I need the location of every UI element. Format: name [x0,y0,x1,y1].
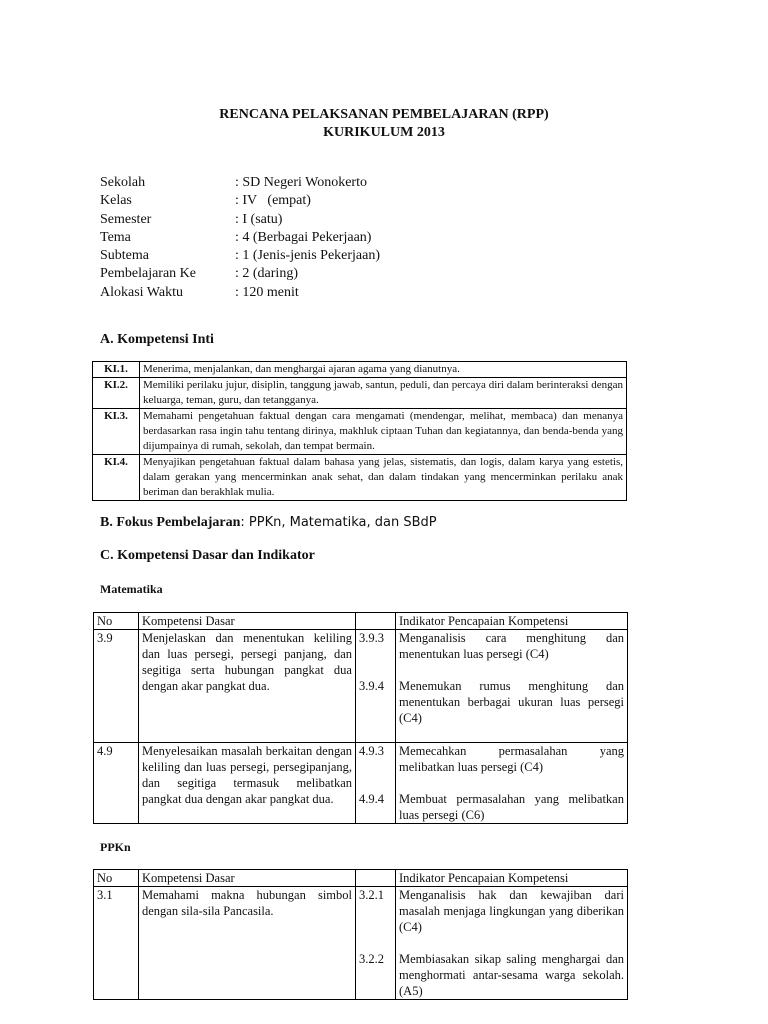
info-row-semester [100,212,380,230]
document-title: RENCANA PELAKSANAN PEMBELAJARAN (RPP) [219,107,549,122]
header-kd: Kompetensi Dasar [139,613,356,630]
info-value: : 4 (Berbagai Pekerjaan) [235,229,372,245]
section-a-heading: A. Kompetensi Inti [100,332,214,347]
indikator-text: Menganalisis cara menghitung dan menentukan luas persegi (C4) [399,631,624,661]
info-key: Pembelajaran Ke [100,266,197,282]
matematika-title: Matematika [100,582,163,596]
document-subtitle: KURIKULUM 2013 [323,125,445,140]
table-row [94,887,628,1000]
indikator-no: 4.9.4 [359,792,384,806]
indikator-cell [396,630,628,743]
indikator-no: 3.9.4 [359,679,384,693]
kd-no: 3.1 [94,887,139,1000]
indikator-cell [396,743,628,824]
ki-text: Menerima, menjalankan, dan menghargai ajaran agama yang dianutnya. [140,362,627,378]
indikator-no: 4.9.3 [359,744,384,758]
indikator-no: 3.2.2 [359,952,384,966]
kd-no: 4.9 [94,743,139,824]
info-key: Kelas [100,193,132,209]
ppkn-title: PPKn [100,840,131,854]
header-indikator: Indikator Pencapaian Kompetensi [396,613,628,630]
info-value: : 120 menit [235,284,299,300]
info-key: Tema [100,229,131,245]
indikator-no-cell [356,630,396,743]
indikator-no: 3.9.3 [359,631,384,645]
ki-label: KI.2. [93,378,140,409]
info-key: Semester [100,211,152,227]
indikator-text: Membiasakan sikap saling menghargai dan menghormati antar-sesama warga sekolah. (A5) [399,952,624,998]
matematika-table [93,612,628,824]
info-value: : IV (empat) [235,193,311,209]
info-row-pembelajaran [100,266,380,284]
identity-block [100,175,380,303]
ppkn-table [93,869,628,1000]
kd-text: Memahami makna hubungan simbol dengan sila-sila Pancasila. [139,887,356,1000]
ki-text: Menyajikan pengetahuan faktual dalam bahasa yang jelas, sistematis, dan logis, dalam karya yang estetis, dalam gerakan yang mencerminkan anak sehat, dan dalam tindakan yang mencerminkan perilaku anak beriman dan berakhlak mulia. [140,455,627,501]
section-c-heading: C. Kompetensi Dasar dan Indikator [100,548,315,563]
kd-text: Menjelaskan dan menentukan keliling dan luas persegi, persegi panjang, dan segitiga serta hubungan pangkat dua dengan akar pangkat dua. [139,630,356,743]
header-no: No [94,870,139,887]
ki-text: Memahami pengetahuan faktual dengan cara mengamati (mendengar, melihat, membaca) dan menanya berdasarkan rasa ingin tahu tentang dirinya, makhluk ciptaan Tuhan dan kegiatannya, dan benda-benda yang dijumpainya di rumah, sekolah, dan tempat bermain. [140,409,627,455]
header-ind-no [356,870,396,887]
info-key: Sekolah [100,175,146,190]
ki-label: KI.1. [93,362,140,378]
info-row-kelas [100,193,380,211]
info-row-tema [100,230,380,248]
table-row [94,743,628,824]
info-value: : 1 (Jenis-jenis Pekerjaan) [235,248,381,264]
indikator-text: Menemukan rumus menghitung dan menentukan berbagai ukuran luas persegi (C4) [399,679,624,725]
section-b-heading [100,515,437,531]
table-row [93,362,627,378]
info-key: Alokasi Waktu [100,284,183,300]
kd-no: 3.9 [94,630,139,743]
indikator-no-cell [356,743,396,824]
table-row [94,630,628,743]
info-value: : 2 (daring) [235,266,298,282]
section-b-text: : PPKn, Matematika, dan SBdP [240,515,437,530]
ki-label: KI.4. [93,455,140,501]
header-no: No [94,613,139,630]
indikator-text: Membuat permasalahan yang melibatkan luas persegi (C6) [399,792,624,822]
table-header-row [94,870,628,887]
kompetensi-inti-table [92,361,627,501]
ki-text: Memiliki perilaku jujur, disiplin, tanggung jawab, santun, peduli, dan percaya diri dalam berinteraksi dengan keluarga, teman, guru, dan tetangganya. [140,378,627,409]
ki-label: KI.3. [93,409,140,455]
indikator-text: Memecahkan permasalahan yang melibatkan luas persegi (C4) [399,744,624,774]
table-header-row [94,613,628,630]
info-value: : I (satu) [235,211,283,227]
info-row-sekolah [100,175,380,193]
info-row-alokasi [100,285,380,303]
indikator-no-cell [356,887,396,1000]
info-key: Subtema [100,248,149,264]
table-row [93,455,627,501]
info-value: : SD Negeri Wonokerto [235,175,367,190]
table-row [93,409,627,455]
header-indikator: Indikator Pencapaian Kompetensi [396,870,628,887]
header-kd: Kompetensi Dasar [139,870,356,887]
indikator-no: 3.2.1 [359,888,384,902]
header-ind-no [356,613,396,630]
table-row [93,378,627,409]
info-row-subtema [100,248,380,266]
indikator-text: Menganalisis hak dan kewajiban dari masalah menjaga lingkungan yang diberikan (C4) [399,888,624,934]
kd-text: Menyelesaikan masalah berkaitan dengan keliling dan luas persegi, persegipanjang, dan segitiga termasuk melibatkan pangkat dua dengan akar pangkat dua. [139,743,356,824]
indikator-cell [396,887,628,1000]
section-b-label: B. Fokus Pembelajaran [100,515,241,530]
